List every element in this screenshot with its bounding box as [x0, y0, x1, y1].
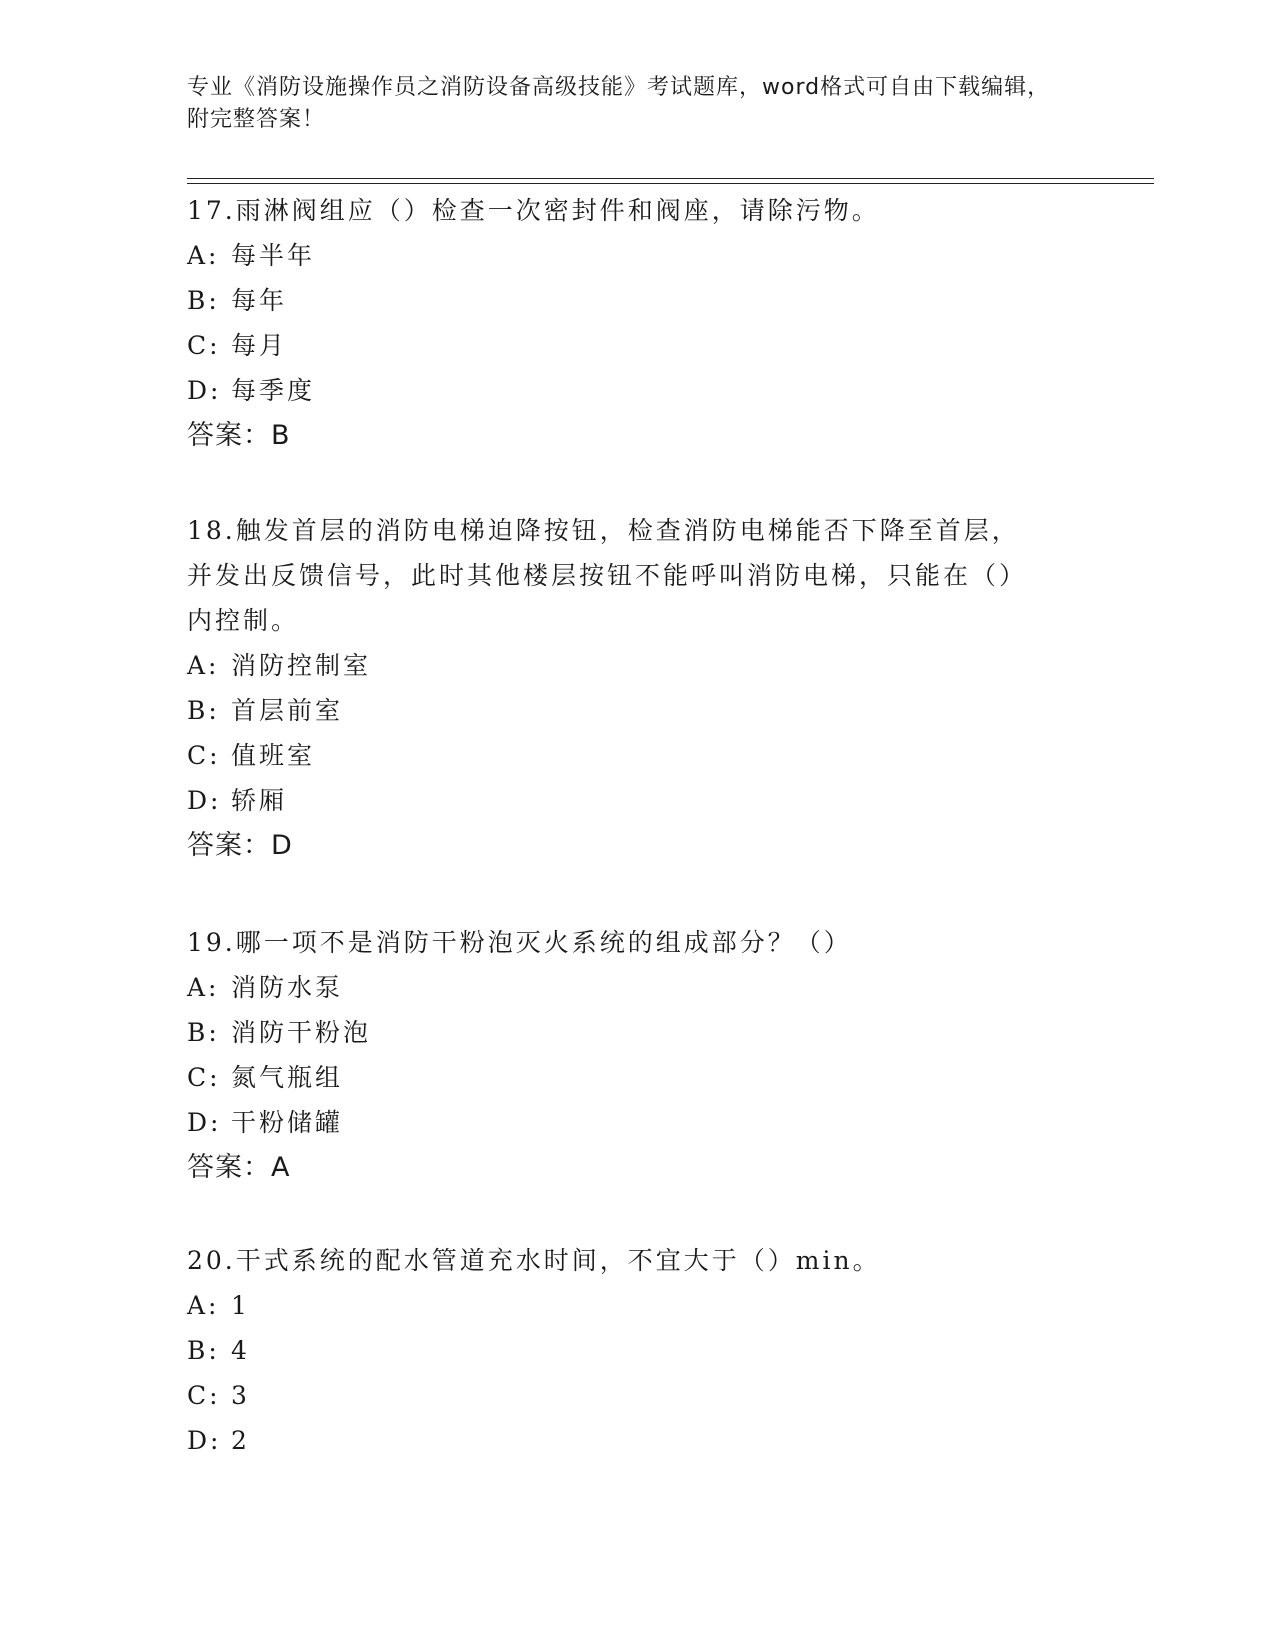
question-19	[187, 920, 1087, 1190]
option-key: C:	[187, 741, 221, 770]
option-text: 3	[231, 1381, 250, 1410]
option-a	[187, 233, 1087, 278]
answer-line: 答案：D	[187, 830, 293, 861]
option-key: C:	[187, 331, 221, 360]
option-key: C:	[187, 1381, 221, 1410]
header-divider-top	[187, 178, 1154, 179]
answer-line: 答案：A	[187, 1152, 291, 1183]
option-text: 1	[231, 1291, 250, 1320]
option-key: A:	[187, 651, 220, 680]
question-stem: 17.雨淋阀组应（）检查一次密封件和阀座，请除污物。	[187, 196, 880, 225]
option-text: 每年	[231, 286, 288, 315]
option-text: 消防干粉泡	[231, 1018, 372, 1047]
option-text: 值班室	[231, 741, 316, 770]
question-stem: 19.哪一项不是消防干粉泡灭火系统的组成部分？（）	[187, 928, 852, 957]
option-text: 轿厢	[231, 786, 288, 815]
option-key: A:	[187, 973, 220, 1002]
option-text: 氮气瓶组	[231, 1063, 344, 1092]
option-key: B:	[187, 1018, 220, 1047]
option-key: B:	[187, 696, 220, 725]
option-b	[187, 278, 1087, 323]
option-key: A:	[187, 241, 220, 270]
option-key: D:	[187, 1426, 222, 1455]
option-text: 2	[231, 1426, 250, 1455]
option-b	[187, 1010, 1087, 1055]
option-text: 首层前室	[231, 696, 344, 725]
option-b	[187, 688, 1047, 733]
option-text: 每季度	[231, 376, 316, 405]
document-header: 专业《消防设施操作员之消防设备高级技能》考试题库，word格式可自由下载编辑，附完整答案！	[187, 75, 1051, 132]
option-a	[187, 1283, 1087, 1328]
option-d	[187, 368, 1087, 413]
question-20	[187, 1238, 1087, 1463]
option-c	[187, 1373, 1087, 1418]
option-a	[187, 965, 1087, 1010]
option-d	[187, 1100, 1087, 1145]
option-key: D:	[187, 786, 222, 815]
answer-line: 答案：B	[187, 420, 291, 451]
option-b	[187, 1328, 1087, 1373]
option-c	[187, 733, 1047, 778]
option-key: B:	[187, 1336, 220, 1365]
option-d	[187, 1418, 1087, 1463]
option-text: 每半年	[231, 241, 316, 270]
question-18	[187, 508, 1047, 868]
option-key: A:	[187, 1291, 220, 1320]
option-key: C:	[187, 1063, 221, 1092]
option-text: 消防水泵	[231, 973, 344, 1002]
option-key: B:	[187, 286, 220, 315]
header-divider-bottom	[187, 183, 1154, 184]
option-c	[187, 323, 1087, 368]
option-text: 每月	[231, 331, 288, 360]
question-stem: 18.触发首层的消防电梯迫降按钮，检查消防电梯能否下降至首层，并发出反馈信号，此时其他楼层按钮不能呼叫消防电梯，只能在（）内控制。	[187, 516, 1028, 635]
option-c	[187, 1055, 1087, 1100]
option-text: 4	[231, 1336, 250, 1365]
option-text: 消防控制室	[231, 651, 372, 680]
question-17	[187, 188, 1087, 458]
option-d	[187, 778, 1047, 823]
option-a	[187, 643, 1047, 688]
option-key: D:	[187, 376, 222, 405]
question-stem: 20.干式系统的配水管道充水时间，不宜大于（）min。	[187, 1246, 881, 1275]
option-key: D:	[187, 1108, 222, 1137]
option-text: 干粉储罐	[231, 1108, 344, 1137]
